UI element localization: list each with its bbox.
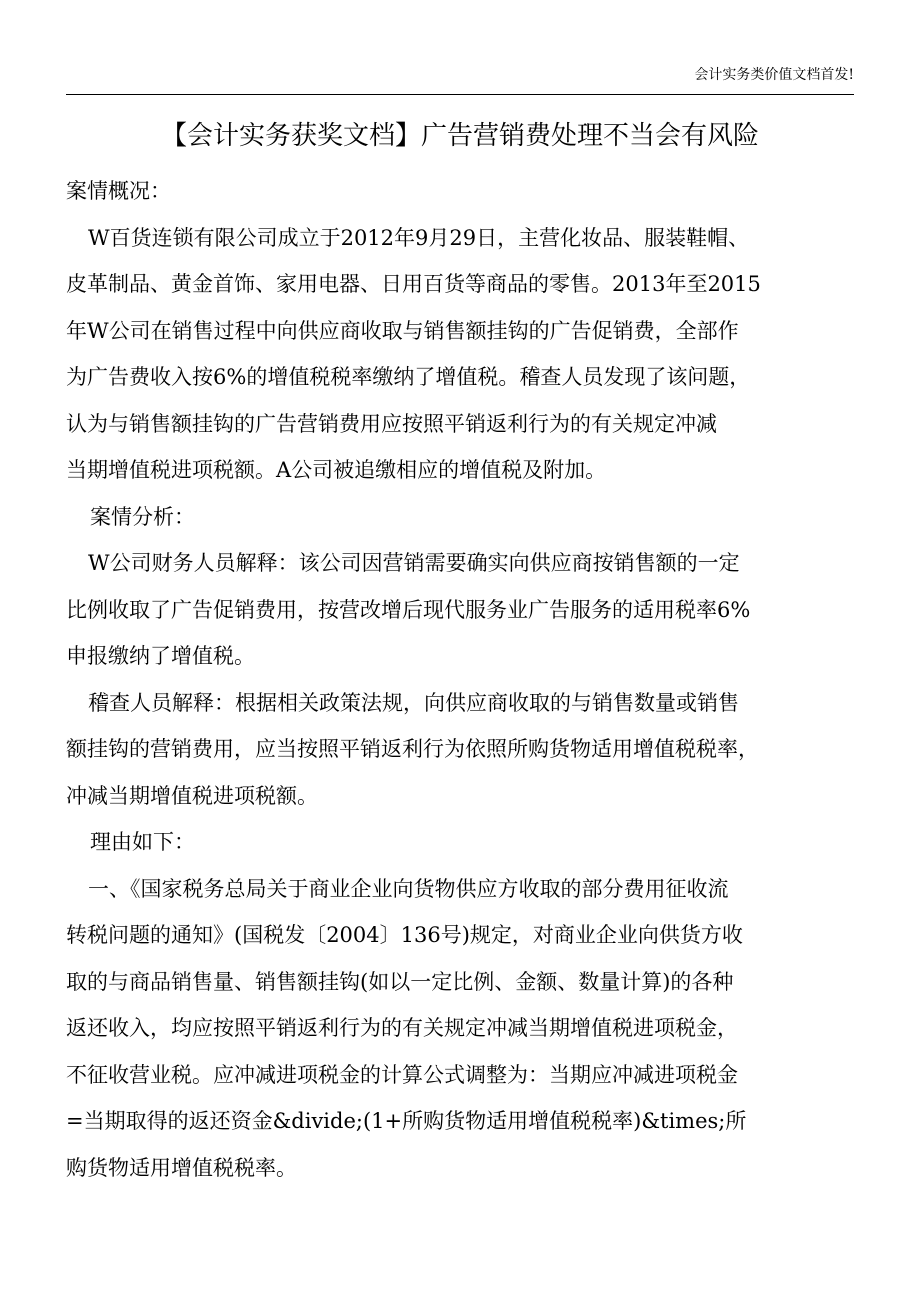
paragraph-line: 转税问题的通知》(国税发〔2004〕136号)规定，对商业企业向供货方收: [66, 923, 743, 947]
paragraph-line: 认为与销售额挂钩的广告营销费用应按照平销返利行为的有关规定冲减: [66, 411, 717, 436]
paragraph-line: 返还收入，均应按照平销返利行为的有关规定冲减当期增值税进项税金，: [66, 1016, 738, 1040]
paragraph-line: 一、《国家税务总局关于商业企业向货物供应方收取的部分费用征收流: [88, 876, 729, 901]
document-title: 【会计实务获奖文档】广告营销费处理不当会有风险: [160, 121, 759, 151]
paragraph-line: 申报缴纳了增值税。: [66, 644, 255, 668]
document-body: [66, 168, 860, 1191]
section-heading-case-overview: 案情概况：: [66, 179, 171, 203]
header-rule: [66, 94, 854, 95]
paragraph-line: 当期增值税进项税额。A公司被追缴相应的增值税及附加。: [66, 458, 607, 482]
paragraph-line: 皮革制品、黄金首饰、家用电器、日用百货等商品的零售。2013年至2015: [66, 272, 761, 296]
paragraph-line: W公司财务人员解释：该公司因营销需要确实向供应商按销售额的一定: [88, 551, 740, 575]
paragraph-line: 年W公司在销售过程中向供应商收取与销售额挂钩的广告促销费，全部作: [66, 318, 739, 343]
paragraph-line: 取的与商品销售量、销售额挂钩(如以一定比例、金额、数量计算)的各种: [66, 969, 734, 994]
section-heading-reasons: 理由如下：: [90, 830, 195, 854]
paragraph-line: 稽查人员解释：根据相关政策法规，向供应商收取的与销售数量或销售: [88, 690, 739, 715]
paragraph-line: 购货物适用增值税税率。: [66, 1155, 297, 1180]
paragraph-line: 额挂钩的营销费用，应当按照平销返利行为依照所购货物适用增值税税率，: [66, 737, 759, 761]
paragraph-line: W百货连锁有限公司成立于2012年9月29日，主营化妆品、服装鞋帽、: [88, 225, 750, 250]
header-note: 会计实务类价值文档首发!: [694, 67, 854, 83]
paragraph-line: 冲减当期增值税进项税额。: [66, 783, 318, 808]
paragraph-line: 不征收营业税。应冲减进项税金的计算公式调整为：当期应冲减进项税金: [66, 1062, 738, 1087]
paragraph-line: 比例收取了广告促销费用，按营改增后现代服务业广告服务的适用税率6%: [66, 597, 751, 622]
paragraph-line: =当期取得的返还资金&divide;(1+所购货物适用增值税税率)&times;所: [66, 1109, 747, 1133]
section-heading-case-analysis: 案情分析：: [90, 504, 195, 529]
paragraph-line: 为广告费收入按6%的增值税税率缴纳了增值税。稽查人员发现了该问题，: [66, 365, 751, 389]
